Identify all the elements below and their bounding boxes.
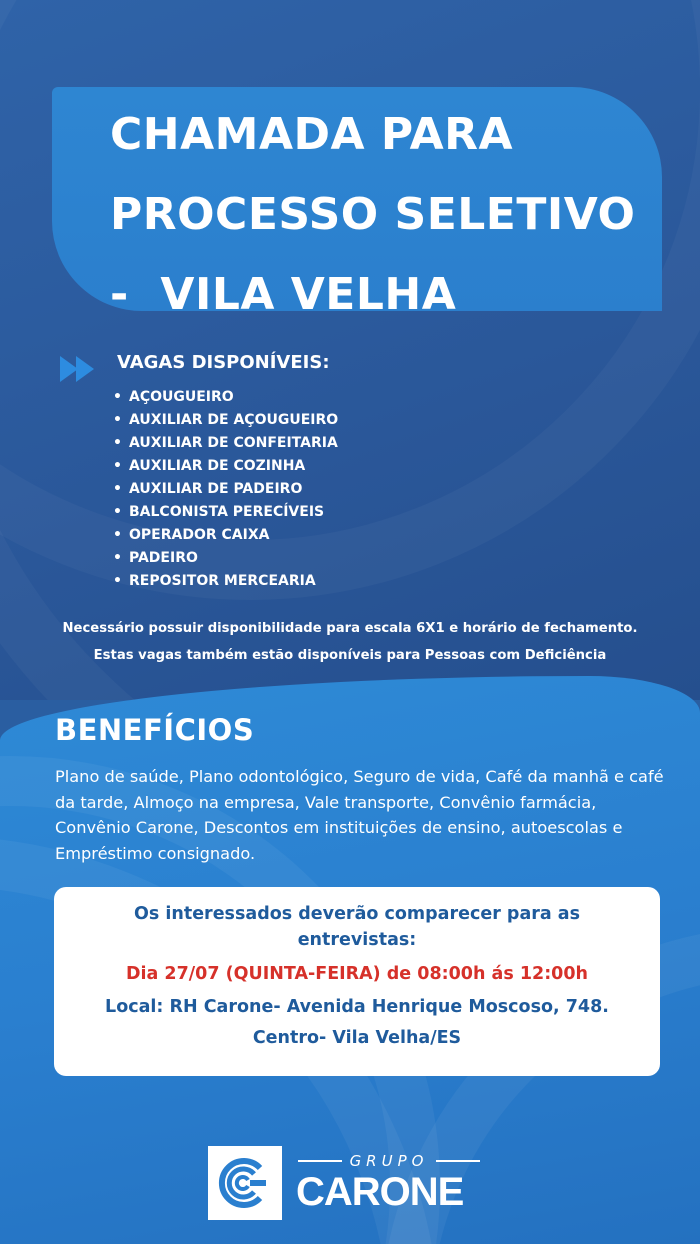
list-item: • OPERADOR CAIXA (113, 524, 338, 547)
list-item: • AUXILIAR DE CONFEITARIA (113, 432, 338, 455)
logo-grupo (298, 1150, 480, 1172)
list-item: • AUXILIAR DE PADEIRO (113, 478, 338, 501)
double-arrow-icon (60, 356, 98, 382)
logo-grupo-text: GRUPO (349, 1152, 429, 1170)
interview-local-1: Local: RH Carone- Avenida Henrique Moscoso, 748. (105, 997, 609, 1017)
pcd-note: Estas vagas também estão disponíveis para Pessoas com Deficiência (93, 648, 607, 663)
list-item: • AUXILIAR DE COZINHA (113, 455, 338, 478)
card-line-1: Os interessados deverão comparecer para as (133, 904, 581, 924)
interview-date: Dia 27/07 (QUINTA-FEIRA) de 08:00h ás 12:00h (126, 964, 588, 984)
list-item: • AÇOUGUEIRO (113, 386, 338, 409)
beneficios-heading: BENEFÍCIOS (55, 713, 255, 747)
interview-local-2: Centro- Vila Velha/ES (252, 1028, 462, 1048)
vagas-heading: VAGAS DISPONÍVEIS: (117, 352, 330, 373)
interview-info-card (54, 887, 660, 1076)
carone-logo-icon (208, 1146, 282, 1220)
list-item: • BALCONISTA PERECÍVEIS (113, 501, 338, 524)
logo-carone-text: CARONE (296, 1170, 464, 1214)
card-line-2: entrevistas: (297, 930, 417, 950)
title-line-3: - VILA VELHA (110, 269, 457, 320)
title-line-1: CHAMADA PARA (110, 109, 514, 160)
vagas-list (113, 386, 338, 593)
list-item: • REPOSITOR MERCEARIA (113, 570, 338, 593)
page-title (110, 95, 670, 335)
list-item: • PADEIRO (113, 547, 338, 570)
beneficios-text: Plano de saúde, Plano odontológico, Seguro de vida, Café da manhã e café da tarde, Almoço na empresa, Vale transporte, Convênio farmácia, Convênio Carone, Descontos em instituições de ensino, autoescolas e Empréstimo consignado. (55, 767, 664, 863)
list-item: • AUXILIAR DE AÇOUGUEIRO (113, 409, 338, 432)
title-line-2: PROCESSO SELETIVO (110, 189, 636, 240)
availability-note: Necessário possuir disponibilidade para escala 6X1 e horário de fechamento. (62, 621, 638, 636)
